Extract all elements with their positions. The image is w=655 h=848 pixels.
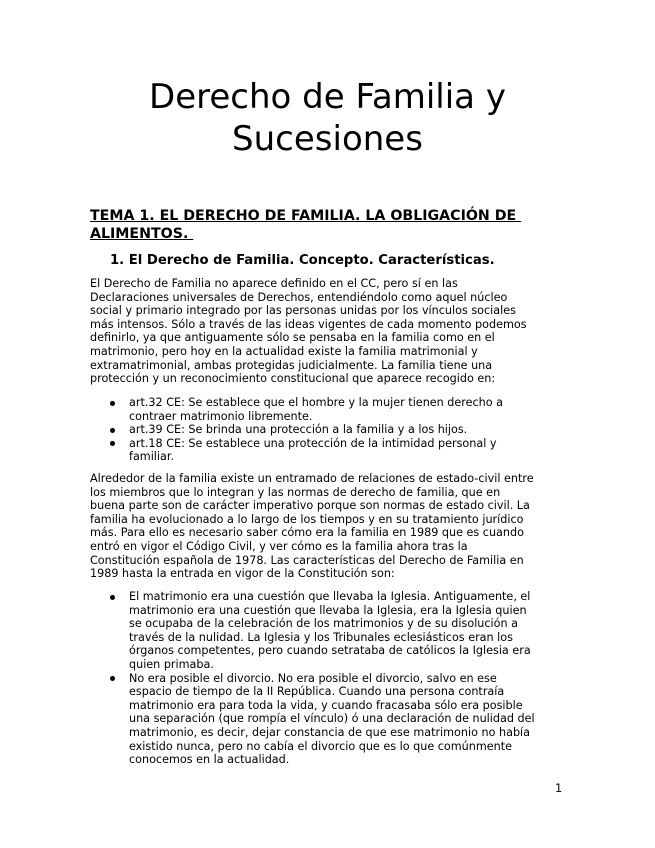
list-item-line: matrimonio era para toda la vida, y cuando fracasaba sólo era posible [129,698,523,712]
list-item-line: No era posible el divorcio. No era posible el divorcio, salvo en ese [129,671,497,685]
document-title-line-1: Derecho de Familia y [149,77,506,117]
page-number: 1 [555,782,563,795]
bullet-icon [110,441,115,446]
document-title-line-2: Sucesiones [232,119,423,159]
paragraph-line: Constitución española de 1978. Las características del Derecho de Familia en [90,553,524,567]
paragraph-line: buena parte son de carácter imperativo porque son normas de estado civil. La [90,499,530,513]
paragraph-line: extramatrimonial, ambas protegidas judicialmente. La familia tiene una [90,358,493,372]
paragraph-line: entró en vigor el Código Civil, y ver cómo es la familia ahora tras la [90,539,468,553]
document-title [0,76,655,160]
tema-heading-line-1: TEMA 1. EL DERECHO DE FAMILIA. LA OBLIGACIÓN DE [90,208,522,224]
paragraph-intro [90,277,527,386]
list-item-line: matrimonio era una cuestión que llevaba la Iglesia, era la Iglesia quien [129,603,527,617]
paragraph-line: familia ha evolucionado a lo largo de los tiempos y en su tratamiento jurídico [90,512,524,526]
list-item-line: familiar. [129,450,175,464]
characteristics-list [106,590,535,767]
tema-heading [90,207,570,243]
paragraph-line: matrimonio, pero hoy en la actualidad existe la familia matrimonial y [90,344,478,358]
paragraph-line: protección y un reconocimiento constitucional que aparece recogido en: [90,372,496,386]
list-item-line: órganos competentes, pero cuando setrataba de católicos la Iglesia era [129,644,531,658]
paragraph-line: los miembros que lo integran y las normas de derecho de familia, que en [90,485,501,499]
list-item [106,672,535,767]
list-item-line: quien primaba. [129,657,214,671]
paragraph-line: Alrededor de la familia existe un entramado de relaciones de estado-civil entre [90,472,534,485]
list-item-line: espacio de tiempo de la II República. Cuando una persona contraía [129,685,505,699]
tema-heading-line-2: ALIMENTOS. [90,226,194,242]
list-item [106,423,503,437]
list-item-line: existido nunca, pero no cabía el divorcio que es lo que comúnmente [129,739,512,753]
bullet-icon [110,401,115,406]
constitution-articles-list [106,396,503,464]
list-item-line: art.18 CE: Se establece una protección de la intimidad personal y [129,436,497,450]
list-item [106,396,503,423]
paragraph-line: Declaraciones universales de Derechos, entendiéndolo como aquel núcleo [90,290,508,304]
list-item-line: El matrimonio era una cuestión que llevaba la Iglesia. Antiguamente, el [129,590,531,603]
paragraph-line: más intensos. Sólo a través de las ideas vigentes de cada momento podemos [90,317,527,331]
paragraph-line: definirlo, ya que antiguamente sólo se pensaba en la familia como en el [90,331,495,345]
list-item-line: art.32 CE: Se establece que el hombre y la mujer tienen derecho a [129,396,504,409]
list-item [106,437,503,464]
section-heading: 1. El Derecho de Familia. Concepto. Características. [110,253,495,268]
list-item-line: art.39 CE: Se brinda una protección a la familia y a los hijos. [129,423,468,437]
list-item [106,590,535,672]
list-item-line: contraer matrimonio libremente. [129,409,313,423]
paragraph-line: social y primario integrado por las personas unidas por los vínculos sociales [90,304,516,318]
paragraph-line: El Derecho de Familia no aparece definido en el CC, pero sí en las [90,277,458,290]
bullet-icon [110,676,115,681]
paragraph-line: más. Para ello es necesario saber cómo era la familia en 1989 que es cuando [90,526,524,540]
list-item-line: se ocupaba de la celebración de los matrimonios y de su disolución a [129,617,518,631]
bullet-icon [110,428,115,433]
list-item-line: matrimonio, es decir, dejar constancia de que ese matrimonio no había [129,725,531,739]
paragraph-line: 1989 hasta la entrada en vigor de la Constitución son: [90,567,395,581]
list-item-line: una separación (que rompía el vínculo) ó una declaración de nulidad del [129,712,535,726]
list-item-line: conocemos en la actualidad. [129,753,290,767]
bullet-icon [110,595,115,600]
list-item-line: través de la nulidad. La Iglesia y los Tribunales eclesiásticos eran los [129,630,513,644]
paragraph-evolution [90,472,534,581]
